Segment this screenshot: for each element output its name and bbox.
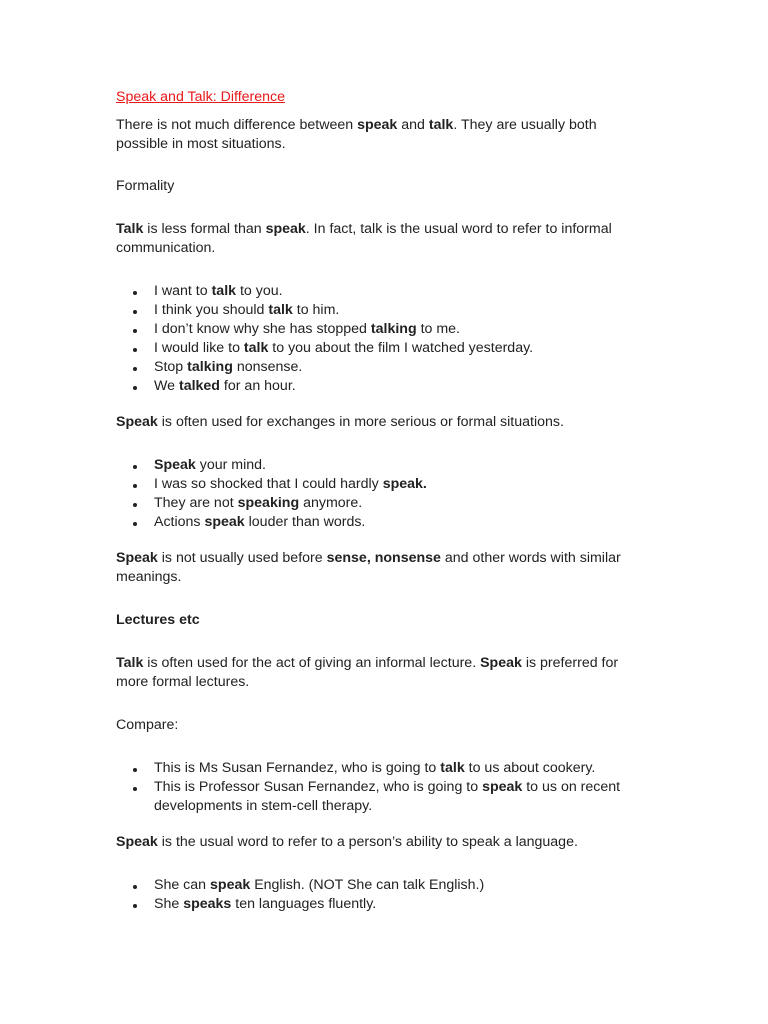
list-item-text: Actions <box>154 514 205 530</box>
list-item-text: to him. <box>292 302 340 318</box>
list-item <box>116 282 636 301</box>
list-item-text: This is Ms Susan Fernandez, who is going to <box>154 760 441 776</box>
sense-bold-nonsense: sense, nonsense <box>326 550 441 566</box>
list-item-text: for an hour. <box>219 378 296 394</box>
list-item-text: to you about the film I watched yesterday. <box>268 340 534 356</box>
sense-text-1: is not usually used before <box>157 550 327 566</box>
formality-paragraph <box>116 220 636 258</box>
lectures-paragraph <box>116 654 636 692</box>
bullet-icon <box>133 367 137 371</box>
ability-examples-list <box>116 876 636 914</box>
bullet-icon <box>133 522 137 526</box>
list-item-bold: talk <box>211 283 237 299</box>
list-item-text: She <box>154 896 184 912</box>
list-item-text: louder than words. <box>244 514 366 530</box>
sense-text-2: and other words with similar meanings. <box>116 550 621 585</box>
compare-label: Compare: <box>116 717 179 733</box>
speak-formal-text: is often used for exchanges in more serious or formal situations. <box>157 414 564 430</box>
list-item-text: ten languages fluently. <box>231 896 377 912</box>
list-item-bold: talk <box>440 760 465 776</box>
lectures-heading-text: Lectures etc <box>116 612 200 628</box>
list-item <box>116 895 636 914</box>
intro-text-2: and <box>397 117 429 133</box>
list-item <box>116 759 636 778</box>
bullet-icon <box>133 386 137 390</box>
list-item-text: Stop <box>154 359 188 375</box>
bullet-icon <box>133 310 137 314</box>
list-item-text: I would like to <box>154 340 244 356</box>
list-item <box>116 301 636 320</box>
bullet-icon <box>133 329 137 333</box>
list-item-text: English. (NOT She can talk English.) <box>250 877 485 893</box>
formality-heading: Formality <box>116 178 175 194</box>
list-item-text: This is Professor Susan Fernandez, who is going to <box>154 779 483 795</box>
speak-formal-paragraph <box>116 413 636 432</box>
list-item <box>116 494 636 513</box>
formality-text-1: is less formal than <box>143 221 266 237</box>
list-item-bold: speaking <box>237 495 300 511</box>
intro-bold-speak: speak <box>357 117 398 133</box>
list-item-text: I want to <box>154 283 212 299</box>
intro-paragraph <box>116 116 636 154</box>
list-item-bold: talked <box>178 378 220 394</box>
list-item-text: to me. <box>416 321 460 337</box>
list-item-bold: speak. <box>382 476 427 492</box>
ability-bold-speak: Speak <box>116 834 158 850</box>
bullet-icon <box>133 885 137 889</box>
list-item-text: We <box>154 378 179 394</box>
list-item-text: I was so shocked that I could hardly <box>154 476 383 492</box>
ability-text: is the usual word to refer to a person’s ability to speak a language. <box>157 834 578 850</box>
intro-text-3: . They are usually both possible in most situations. <box>116 117 597 152</box>
list-item-bold: talking <box>370 321 417 337</box>
bullet-icon <box>133 768 137 772</box>
list-item-text: to us about cookery. <box>464 760 596 776</box>
lectures-text-1: is often used for the act of giving an informal lecture. <box>143 655 481 671</box>
list-item-text: She can <box>154 877 211 893</box>
list-item <box>116 377 636 396</box>
list-item <box>116 513 636 532</box>
intro-text-1: There is not much difference between <box>116 117 358 133</box>
list-item <box>116 778 636 816</box>
talk-examples-list <box>116 282 636 396</box>
list-item-bold: talk <box>243 340 269 356</box>
bullet-icon <box>133 503 137 507</box>
bullet-icon <box>133 348 137 352</box>
bullet-icon <box>133 904 137 908</box>
list-item-text: anymore. <box>299 495 363 511</box>
bullet-icon <box>133 787 137 791</box>
list-item-bold: talk <box>268 302 293 318</box>
list-item-text: to you. <box>236 283 283 299</box>
document-page <box>116 88 636 931</box>
lectures-heading <box>116 611 636 630</box>
list-item-bold: talking <box>187 359 233 375</box>
list-item <box>116 358 636 377</box>
list-item-text: your mind. <box>195 457 266 473</box>
formality-bold-speak: speak <box>265 221 306 237</box>
lectures-bold-talk: Talk <box>116 655 144 671</box>
list-item <box>116 456 636 475</box>
bullet-icon <box>133 484 137 488</box>
list-item-text: nonsense. <box>232 359 303 375</box>
ability-paragraph <box>116 833 636 852</box>
lectures-text-2: is preferred for more formal lectures. <box>116 655 619 690</box>
list-item-bold: speak <box>210 877 251 893</box>
list-item-text: They are not <box>154 495 238 511</box>
compare-examples-list <box>116 759 636 816</box>
formality-text-2: . In fact, talk is the usual word to refer to informal communication. <box>116 221 612 256</box>
list-item-bold: speak <box>204 514 245 530</box>
speak-formal-bold: Speak <box>116 414 158 430</box>
sense-paragraph <box>116 549 636 587</box>
list-item-text: I think you should <box>154 302 269 318</box>
sense-bold-speak: Speak <box>116 550 158 566</box>
formality-bold-talk: Talk <box>116 221 144 237</box>
list-item <box>116 876 636 895</box>
speak-examples-list <box>116 456 636 532</box>
bullet-icon <box>133 291 137 295</box>
list-item-bold: speak <box>482 779 523 795</box>
list-item <box>116 320 636 339</box>
list-item <box>116 339 636 358</box>
list-item-bold: speaks <box>183 896 232 912</box>
list-item-text: I don’t know why she has stopped <box>154 321 371 337</box>
list-item-text: to us on recent developments in stem-cell therapy. <box>154 779 621 814</box>
lectures-bold-speak: Speak <box>480 655 522 671</box>
list-item <box>116 475 636 494</box>
intro-bold-talk: talk <box>428 117 454 133</box>
list-item-bold: Speak <box>154 457 196 473</box>
document-title: Speak and Talk: Difference <box>116 89 286 105</box>
bullet-icon <box>133 465 137 469</box>
